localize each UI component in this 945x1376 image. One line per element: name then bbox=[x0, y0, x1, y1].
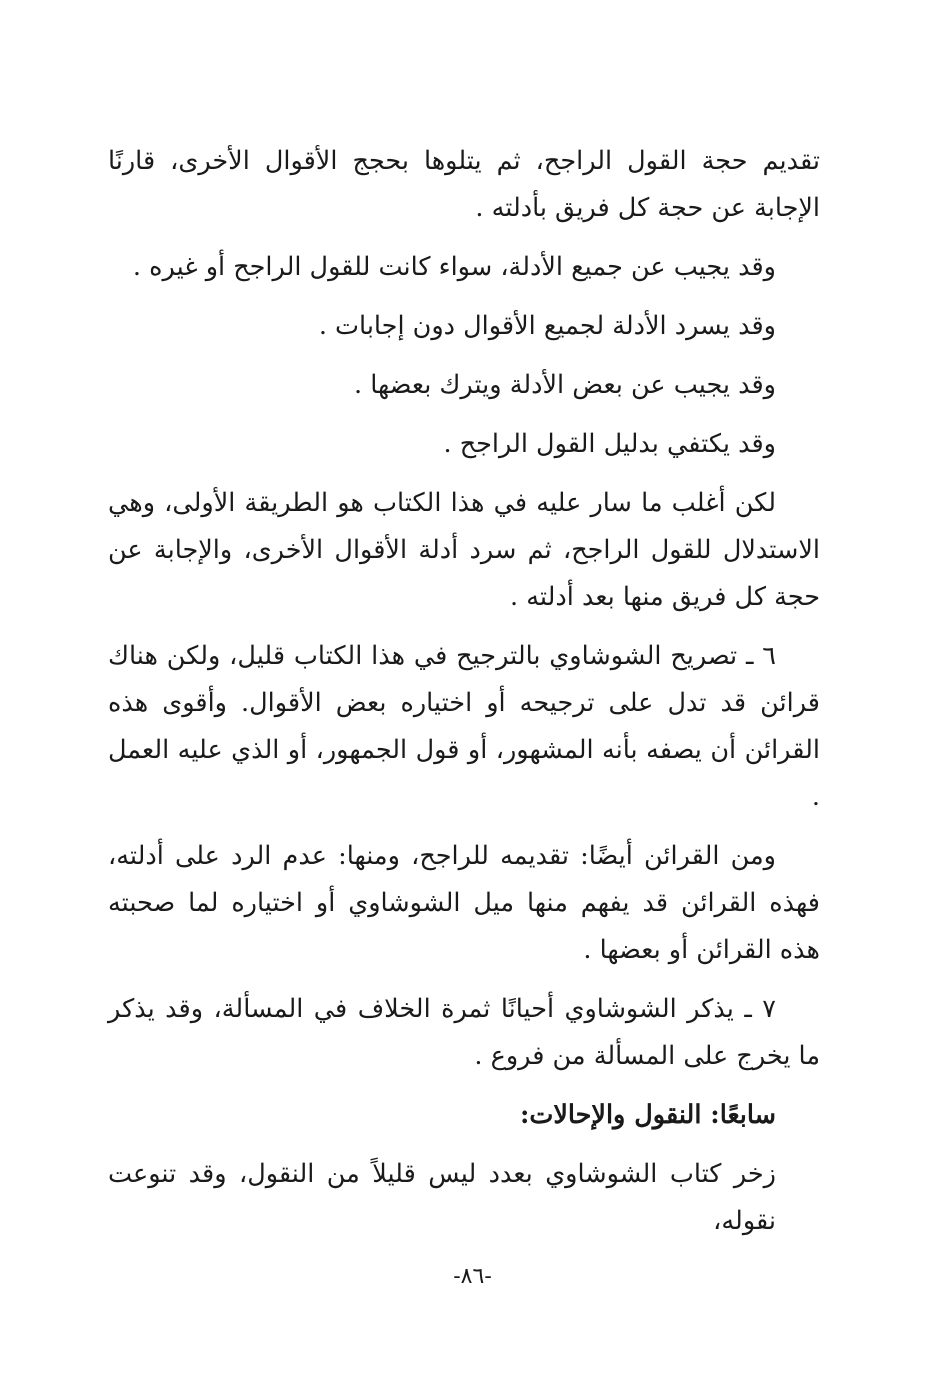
paragraph-3: وقد يسرد الأدلة لجميع الأقوال دون إجابات . bbox=[318, 311, 776, 341]
page-body bbox=[108, 138, 820, 1257]
paragraph-5: وقد يكتفي بدليل القول الراجح . bbox=[443, 429, 776, 459]
paragraph-6: لكن أغلب ما سار عليه في هذا الكتاب هو الطريقة الأولى، وهي الاستدلال للقول الراجح، ثم سرد أدلة الأقوال الأخرى، والإجابة عن حجة كل فريق منها بعد أدلته . bbox=[108, 488, 820, 612]
paragraph-9: ٧ ـ يذكر الشوشاوي أحيانًا ثمرة الخلاف في المسألة، وقد يذكر ما يخرج على المسألة من فروع . bbox=[108, 994, 820, 1071]
paragraph-4: وقد يجيب عن بعض الأدلة ويترك بعضها . bbox=[354, 370, 776, 400]
paragraph-2: وقد يجيب عن جميع الأدلة، سواء كانت للقول الراجح أو غيره . bbox=[132, 252, 776, 282]
paragraph-1: تقديم حجة القول الراجح، ثم يتلوها بحجج الأقوال الأخرى، قارنًا الإجابة عن حجة كل فريق بأدلته . bbox=[108, 146, 820, 223]
paragraph-7: ٦ ـ تصريح الشوشاوي بالترجيح في هذا الكتاب قليل، ولكن هناك قرائن قد تدل على ترجيحه أو اختياره بعض الأقوال. وأقوى هذه القرائن أن يصفه بأنه المشهور، أو قول الجمهور، أو الذي عليه العمل . bbox=[108, 641, 820, 812]
paragraph-8: ومن القرائن أيضًا: تقديمه للراجح، ومنها: عدم الرد على أدلته، فهذه القرائن قد يفهم منها ميل الشوشاوي أو اختياره لما صحبته هذه القرائن أو بعضها . bbox=[108, 841, 820, 965]
paragraph-10: زخر كتاب الشوشاوي بعدد ليس قليلاً من النقول، وقد تنوعت نقوله، bbox=[108, 1159, 776, 1236]
section-heading: سابعًا: النقول والإحالات: bbox=[519, 1100, 776, 1130]
page-number: -٨٦- bbox=[453, 1264, 492, 1289]
